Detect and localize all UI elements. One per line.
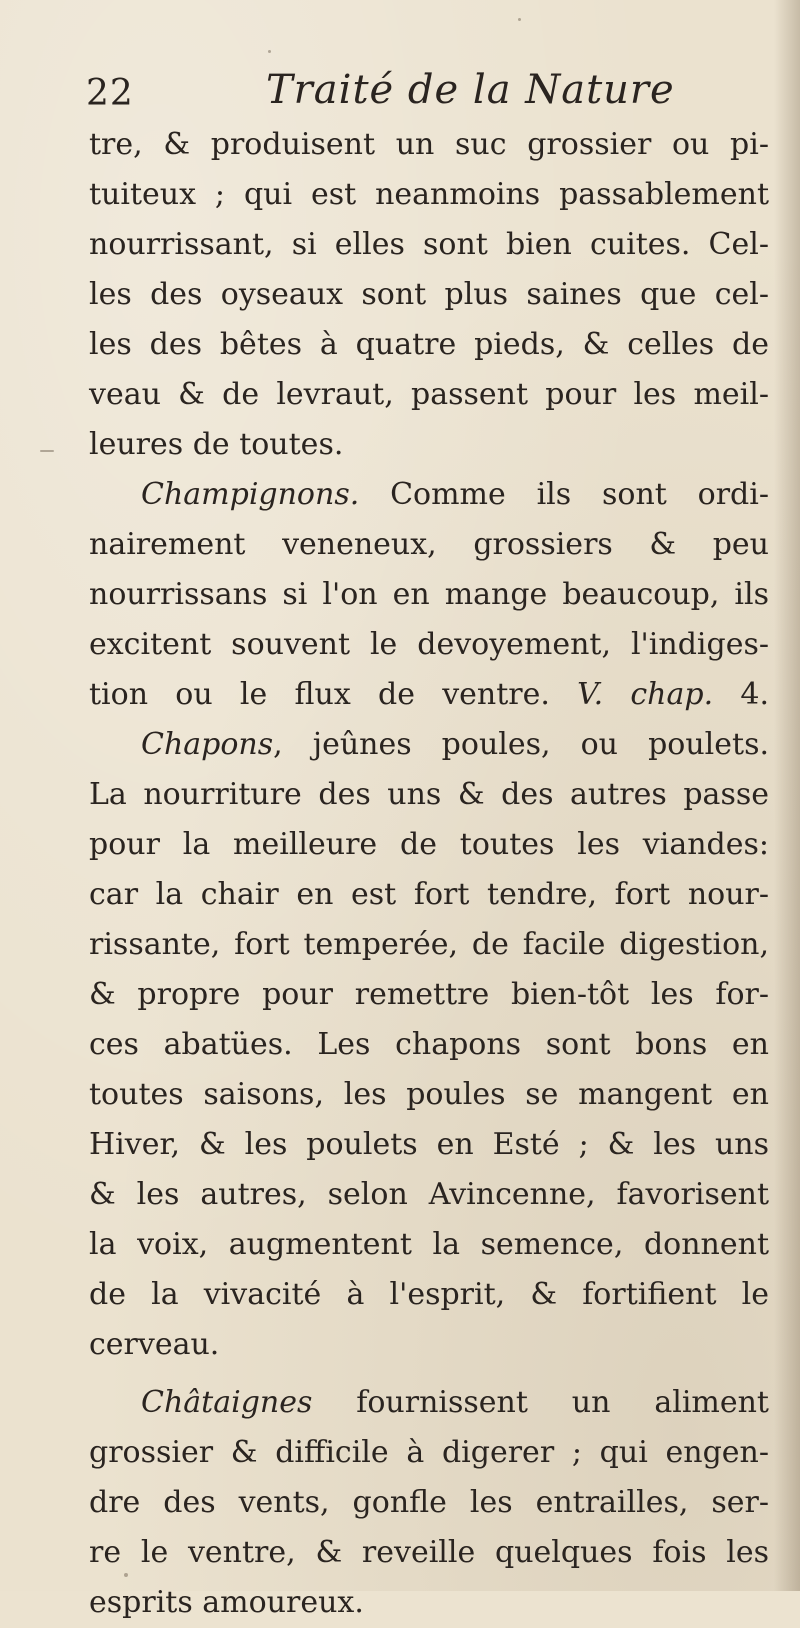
body-text bbox=[89, 120, 769, 1628]
text-line: esprits amoureux. bbox=[89, 1585, 364, 1620]
text-line: de la vivacité à l'esprit, & fortifient le bbox=[89, 1277, 769, 1312]
text-line: nourrissant, si elles sont bien cuites. Cel- bbox=[89, 227, 769, 262]
text-line: leures de toutes. bbox=[89, 427, 344, 462]
entry-heading-line: Champignons. Comme ils sont ordi- bbox=[141, 477, 769, 512]
entry-term: Chapons bbox=[141, 727, 274, 762]
text-line: dre des vents, gonfle les entrailles, ser- bbox=[89, 1485, 769, 1520]
text-line: la voix, augmentent la semence, donnent bbox=[89, 1227, 769, 1262]
text-line: les des bêtes à quatre pieds, & celles de bbox=[89, 327, 769, 362]
text-line: tion ou le flux de ventre. V. chap. 4. bbox=[89, 677, 769, 712]
text-line: Hiver, & les poulets en Esté ; & les uns bbox=[89, 1127, 769, 1162]
entry-heading-line: Chapons, jeûnes poules, ou poulets. bbox=[141, 727, 769, 762]
entry-heading-line: Châtaignes fournissent un aliment bbox=[141, 1385, 769, 1420]
text-line: nourrissans si l'on en mange beaucoup, ils bbox=[89, 577, 769, 612]
text-line: La nourriture des uns & des autres passe bbox=[89, 777, 769, 812]
text-line: ces abatües. Les chapons sont bons en bbox=[89, 1027, 769, 1062]
paper-speck bbox=[40, 450, 54, 452]
text-line: rissante, fort temperée, de facile digestion, bbox=[89, 927, 769, 962]
running-head: Traité de la Nature bbox=[266, 67, 675, 113]
page-gutter-shadow bbox=[774, 0, 800, 1591]
text-line: excitent souvent le devoyement, l'indiges- bbox=[89, 627, 769, 662]
text-line: cerveau. bbox=[89, 1327, 220, 1362]
entry-term: Champignons. bbox=[141, 477, 360, 512]
text-line: les des oyseaux sont plus saines que cel- bbox=[89, 277, 769, 312]
paper-speck bbox=[268, 50, 271, 53]
text-line: grossier & difficile à digerer ; qui engen- bbox=[89, 1435, 769, 1470]
entry-term: Châtaignes bbox=[141, 1385, 313, 1420]
text-line: re le ventre, & reveille quelques fois les bbox=[89, 1535, 769, 1570]
text-line: tre, & produisent un suc grossier ou pi- bbox=[89, 127, 769, 162]
text-line: & les autres, selon Avincenne, favorisent bbox=[89, 1177, 769, 1212]
paper-speck bbox=[518, 18, 521, 21]
page-number: 22 bbox=[86, 73, 134, 114]
paper-speck bbox=[124, 1573, 128, 1577]
text-line: tuiteux ; qui est neanmoins passablement bbox=[89, 177, 769, 212]
text-line: nairement veneneux, grossiers & peu bbox=[89, 527, 769, 562]
cross-reference: V. chap. bbox=[577, 677, 714, 712]
page-header bbox=[86, 62, 686, 120]
text-line: veau & de levraut, passent pour les meil- bbox=[89, 377, 769, 412]
text-line: toutes saisons, les poules se mangent en bbox=[89, 1077, 769, 1112]
text-line: car la chair en est fort tendre, fort nour- bbox=[89, 877, 769, 912]
text-line: pour la meilleure de toutes les viandes: bbox=[89, 827, 769, 862]
text-line: & propre pour remettre bien-tôt les for- bbox=[89, 977, 769, 1012]
